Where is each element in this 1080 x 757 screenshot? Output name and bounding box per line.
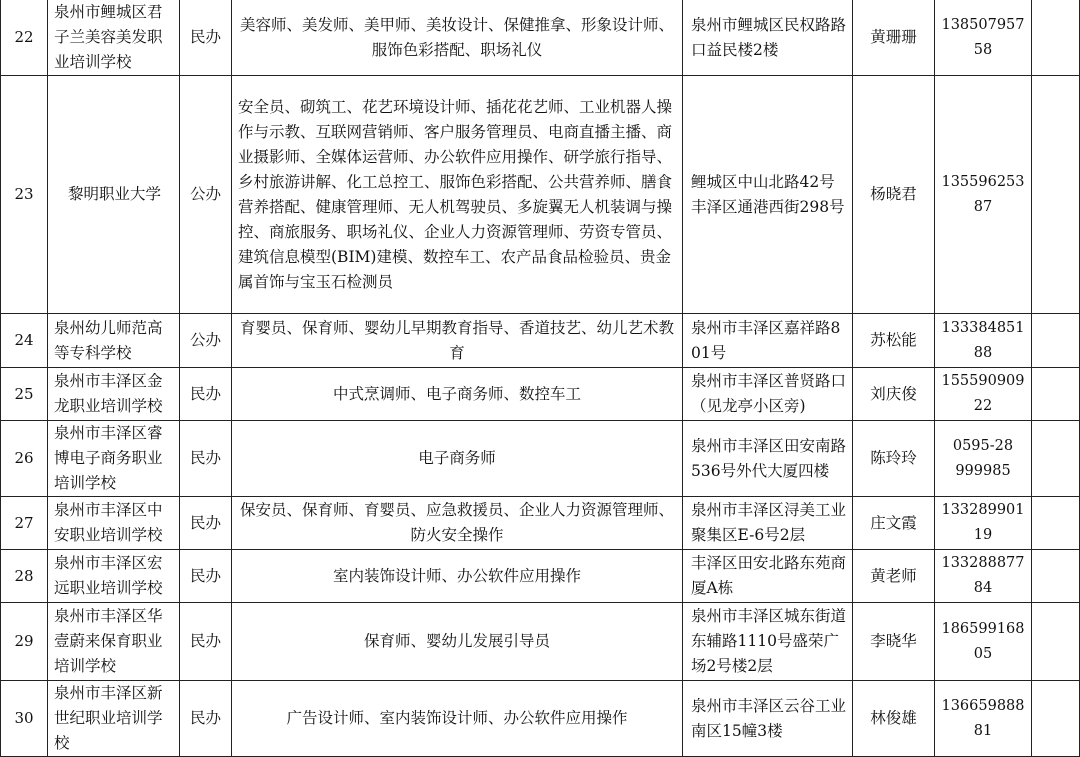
empty-cell (1032, 368, 1080, 421)
empty-cell (1032, 603, 1080, 681)
table-row (1, 497, 1080, 550)
row-number: 29 (1, 603, 48, 681)
training-majors: 保安员、保育师、育婴员、应急救援员、企业人力资源管理师、防火安全操作 (232, 497, 683, 550)
table-row (1, 368, 1080, 421)
training-majors: 电子商务师 (232, 421, 683, 497)
training-majors: 广告设计师、室内装饰设计师、办公软件应用操作 (232, 681, 683, 757)
school-name: 泉州市丰泽区金龙职业培训学校 (48, 368, 180, 421)
school-address: 丰泽区田安北路东苑商厦A栋 (683, 550, 853, 603)
school-address: 泉州市丰泽区云谷工业南区15幢3楼 (683, 681, 853, 757)
table-row (1, 550, 1080, 603)
school-type: 民办 (180, 550, 232, 603)
contact-person: 黄老师 (853, 550, 935, 603)
empty-cell (1032, 497, 1080, 550)
contact-phone: 18659916805 (935, 603, 1032, 681)
contact-phone: 0595-28999985 (935, 421, 1032, 497)
contact-phone: 13665988881 (935, 681, 1032, 757)
school-name: 泉州市丰泽区华壹蔚来保育职业培训学校 (48, 603, 180, 681)
school-name: 泉州幼儿师范高等专科学校 (48, 314, 180, 368)
contact-person: 林俊雄 (853, 681, 935, 757)
school-type: 民办 (180, 0, 232, 76)
contact-person: 陈玲玲 (853, 421, 935, 497)
empty-cell (1032, 76, 1080, 314)
school-name: 泉州市丰泽区新世纪职业培训学校 (48, 681, 180, 757)
table-row (1, 0, 1080, 76)
row-number: 22 (1, 0, 48, 76)
school-type: 民办 (180, 603, 232, 681)
contact-person: 杨晓君 (853, 76, 935, 314)
row-number: 23 (1, 76, 48, 314)
school-address: 泉州市丰泽区普贤路口（见龙亭小区旁) (683, 368, 853, 421)
training-majors: 室内装饰设计师、办公软件应用操作 (232, 550, 683, 603)
row-number: 30 (1, 681, 48, 757)
school-name: 泉州市丰泽区宏远职业培训学校 (48, 550, 180, 603)
school-type: 民办 (180, 681, 232, 757)
school-type: 民办 (180, 421, 232, 497)
row-number: 28 (1, 550, 48, 603)
school-name: 泉州市丰泽区睿博电子商务职业培训学校 (48, 421, 180, 497)
school-type: 民办 (180, 497, 232, 550)
row-number: 25 (1, 368, 48, 421)
school-name: 泉州市鲤城区君子兰美容美发职业培训学校 (48, 0, 180, 76)
contact-person: 苏松能 (853, 314, 935, 368)
school-address: 泉州市丰泽区浔美工业聚集区E-6号2层 (683, 497, 853, 550)
contact-person: 庄文霞 (853, 497, 935, 550)
school-address: 鲤城区中山北路42号丰泽区通港西街298号 (683, 76, 853, 314)
school-address: 泉州市丰泽区嘉祥路801号 (683, 314, 853, 368)
contact-phone: 13559625387 (935, 76, 1032, 314)
row-number: 27 (1, 497, 48, 550)
table-row (1, 603, 1080, 681)
empty-cell (1032, 0, 1080, 76)
school-address: 泉州市鲤城区民权路路口益民楼2楼 (683, 0, 853, 76)
school-type: 民办 (180, 368, 232, 421)
contact-person: 李晓华 (853, 603, 935, 681)
contact-person: 黄珊珊 (853, 0, 935, 76)
contact-phone: 15559090922 (935, 368, 1032, 421)
school-address: 泉州市丰泽区田安南路536号外代大厦四楼 (683, 421, 853, 497)
school-name: 黎明职业大学 (48, 76, 180, 314)
school-address: 泉州市丰泽区城东街道东辅路1110号盛荣广场2号楼2层 (683, 603, 853, 681)
table-row (1, 76, 1080, 314)
contact-phone: 13328887784 (935, 550, 1032, 603)
contact-phone: 13328990119 (935, 497, 1032, 550)
contact-phone: 13850795758 (935, 0, 1032, 76)
table-row (1, 314, 1080, 368)
school-type: 公办 (180, 76, 232, 314)
contact-person: 刘庆俊 (853, 368, 935, 421)
empty-cell (1032, 681, 1080, 757)
contact-phone: 13338485188 (935, 314, 1032, 368)
empty-cell (1032, 550, 1080, 603)
training-majors: 美容师、美发师、美甲师、美妆设计、保健推拿、形象设计师、服饰色彩搭配、职场礼仪 (232, 0, 683, 76)
training-majors: 安全员、砌筑工、花艺环境设计师、插花花艺师、工业机器人操作与示教、互联网营销师、客户服务管理员、电商直播主播、商业摄影师、全媒体运营师、办公软件应用操作、研学旅行指导、乡村旅游讲解、化工总控工、服饰色彩搭配、公共营养师、膳食营养搭配、健康管理师、无人机驾驶员、多旋翼无人机装调与操控、商旅服务、职场礼仪、企业人力资源管理师、劳资专管员、建筑信息模型(BIM)建模、数控车工、农产品食品检验员、贵金属首饰与宝玉石检测员 (232, 76, 683, 314)
training-majors: 育婴员、保育师、婴幼儿早期教育指导、香道技艺、幼儿艺术教育 (232, 314, 683, 368)
row-number: 24 (1, 314, 48, 368)
table-row (1, 681, 1080, 757)
empty-cell (1032, 421, 1080, 497)
training-majors: 中式烹调师、电子商务师、数控车工 (232, 368, 683, 421)
row-number: 26 (1, 421, 48, 497)
empty-cell (1032, 314, 1080, 368)
school-type: 公办 (180, 314, 232, 368)
table-row (1, 421, 1080, 497)
school-name: 泉州市丰泽区中安职业培训学校 (48, 497, 180, 550)
training-majors: 保育师、婴幼儿发展引导员 (232, 603, 683, 681)
